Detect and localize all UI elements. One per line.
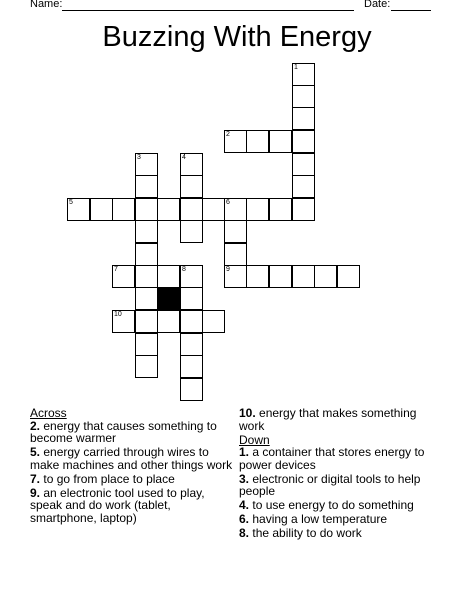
grid-cell[interactable] xyxy=(224,130,247,153)
clue-num: 9. xyxy=(30,485,41,500)
clue-item xyxy=(239,499,444,512)
grid-cell[interactable] xyxy=(180,198,203,221)
grid-cell[interactable] xyxy=(180,378,203,401)
grid-cell[interactable] xyxy=(135,198,158,221)
grid-cell[interactable] xyxy=(135,153,158,176)
grid-cell[interactable] xyxy=(292,265,315,288)
grid-cell[interactable] xyxy=(180,265,203,288)
clue-item xyxy=(239,407,444,432)
clue-text: having a low temperature xyxy=(252,512,388,526)
clue-number: 5 xyxy=(69,199,73,206)
clue-num: 4. xyxy=(239,498,250,512)
clue-num: 1. xyxy=(239,445,250,459)
grid-cell[interactable] xyxy=(246,265,269,288)
grid-cell[interactable] xyxy=(135,220,158,243)
grid-cell[interactable] xyxy=(180,153,203,176)
clue-number: 3 xyxy=(137,154,141,161)
clue-number: 7 xyxy=(114,266,118,273)
clue-num: 6. xyxy=(239,512,250,526)
grid-cell[interactable] xyxy=(180,355,203,378)
down-heading: Down xyxy=(239,432,270,447)
clue-text: energy carried through wires to make machines and other things work xyxy=(30,445,233,472)
grid-cell[interactable] xyxy=(135,355,158,378)
clue-text: an electronic tool used to play, speak and do work (tablet, smartphone, laptop) xyxy=(30,485,205,525)
grid-cell[interactable] xyxy=(135,287,158,310)
puzzle-title: Buzzing With Energy xyxy=(102,21,372,53)
across-heading: Across xyxy=(30,406,67,420)
clue-number: 6 xyxy=(226,199,230,206)
clue-text: a container that stores energy to power devices xyxy=(239,445,425,472)
grid-cell[interactable] xyxy=(135,333,158,356)
clue-item xyxy=(30,446,235,471)
grid-cell[interactable] xyxy=(224,198,247,221)
grid-cell[interactable] xyxy=(90,198,113,221)
right-clue-column xyxy=(239,407,444,541)
grid-cell[interactable] xyxy=(112,310,135,333)
grid-cell[interactable] xyxy=(180,220,203,243)
grid-cell[interactable] xyxy=(180,310,203,333)
grid-cell[interactable] xyxy=(157,265,180,288)
clue-text: energy that makes something work xyxy=(239,406,417,433)
grid-cell[interactable] xyxy=(157,310,180,333)
clue-item xyxy=(30,473,235,486)
grid-cell[interactable] xyxy=(135,265,158,288)
clue-num: 5. xyxy=(30,445,41,459)
clue-text: to go from place to place xyxy=(43,471,175,486)
clue-item xyxy=(239,473,444,498)
black-square xyxy=(157,287,180,310)
grid-cell[interactable] xyxy=(224,220,247,243)
grid-cell[interactable] xyxy=(314,265,337,288)
clue-item xyxy=(30,487,235,525)
grid-cell[interactable] xyxy=(269,265,292,288)
clue-num: 7. xyxy=(30,471,41,486)
clue-item xyxy=(239,513,444,526)
clue-number: 8 xyxy=(182,266,186,273)
grid-cell[interactable] xyxy=(67,198,90,221)
grid-cell[interactable] xyxy=(112,198,135,221)
grid-cell[interactable] xyxy=(135,310,158,333)
grid-cell[interactable] xyxy=(224,265,247,288)
clue-text: to use energy to do something xyxy=(252,498,414,512)
clue-number: 1 xyxy=(294,64,298,71)
grid-cell[interactable] xyxy=(269,130,292,153)
clue-item xyxy=(239,527,444,540)
grid-cell[interactable] xyxy=(224,243,247,266)
grid-cell[interactable] xyxy=(180,333,203,356)
grid-cell[interactable] xyxy=(112,265,135,288)
grid-cell[interactable] xyxy=(180,287,203,310)
name-label: Name: xyxy=(30,0,63,10)
grid-cell[interactable] xyxy=(292,198,315,221)
grid-cell[interactable] xyxy=(292,85,315,108)
clue-text: the ability to do work xyxy=(252,526,362,540)
across-clues xyxy=(30,407,235,526)
grid-cell[interactable] xyxy=(180,175,203,198)
grid-cell[interactable] xyxy=(157,198,180,221)
grid-cell[interactable] xyxy=(292,130,315,153)
clue-num: 2. xyxy=(30,418,41,433)
grid-cell[interactable] xyxy=(135,175,158,198)
grid-cell[interactable] xyxy=(202,198,225,221)
clue-num: 8. xyxy=(239,526,250,540)
grid-cell[interactable] xyxy=(135,243,158,266)
clue-number: 10 xyxy=(114,311,122,318)
date-label: Date: xyxy=(364,0,391,10)
clue-text: electronic or digital tools to help people xyxy=(239,471,421,498)
clue-item xyxy=(30,420,235,445)
grid-cell[interactable] xyxy=(337,265,360,288)
grid-cell[interactable] xyxy=(292,175,315,198)
grid-cell[interactable] xyxy=(246,130,269,153)
clue-text: energy that causes something to become warmer xyxy=(30,418,217,445)
clue-number: 2 xyxy=(226,131,230,138)
grid-cell[interactable] xyxy=(246,198,269,221)
clue-number: 4 xyxy=(182,154,186,161)
clue-number: 9 xyxy=(226,266,230,273)
clue-item xyxy=(239,446,444,471)
grid-cell[interactable] xyxy=(269,198,292,221)
clue-num: 3. xyxy=(239,471,250,486)
grid-cell[interactable] xyxy=(292,107,315,130)
grid-cell[interactable] xyxy=(292,63,315,86)
grid-cell[interactable] xyxy=(202,310,225,333)
clue-num: 10. xyxy=(239,406,256,420)
grid-cell[interactable] xyxy=(292,153,315,176)
